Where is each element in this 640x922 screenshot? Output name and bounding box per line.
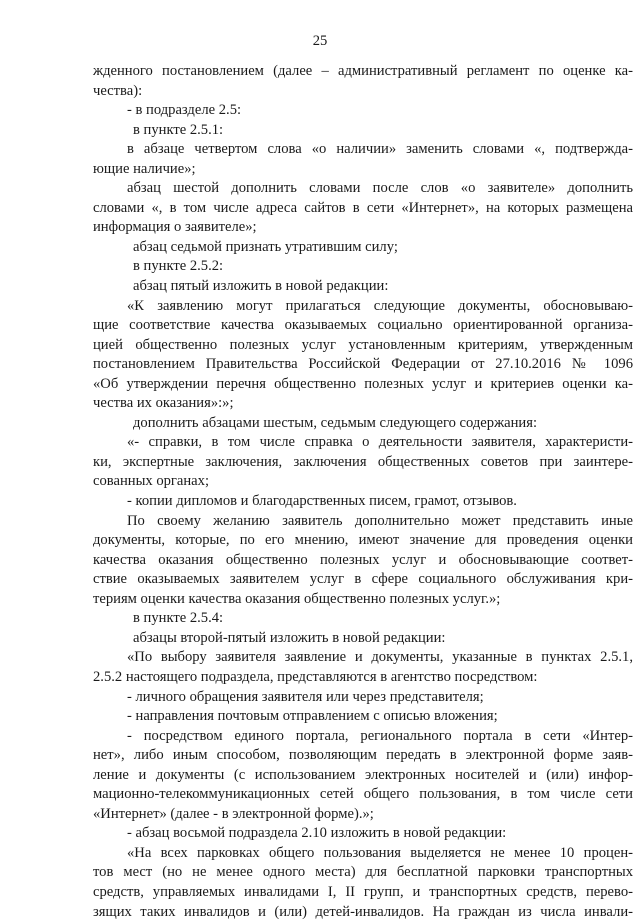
text-line: «К заявлению могут прилагаться следующие документы, обосновываю-: [127, 297, 633, 314]
text-line: - посредством единого портала, регионального портала в сети «Интер-: [127, 727, 633, 744]
text-line: 2.5.2 настоящего подраздела, представляются в агентство посредством:: [93, 668, 538, 685]
text-line: - абзац восьмой подраздела 2.10 изложить в новой редакции:: [127, 825, 507, 842]
text-line: - копии дипломов и благодарственных писем, грамот, отзывов.: [127, 493, 517, 510]
text-line: «По выбору заявителя заявление и документы, указанные в пунктах 2.5.1,: [127, 649, 633, 666]
text-line: - в подразделе 2.5:: [127, 102, 242, 119]
text-line: териям оценки качества оказания общественно полезных услуг.»;: [93, 590, 501, 607]
text-line: ление и документы (с использованием электронных носителей и (или) инфор-: [93, 766, 633, 783]
text-line: чества их оказания»:»;: [93, 395, 234, 412]
text-line: абзац седьмой признать утратившим силу;: [133, 238, 398, 255]
document-body: [93, 62, 633, 922]
text-line: средств, управляемых инвалидами I, II групп, и транспортных средств, перево-: [93, 883, 633, 900]
text-line: словами «, в том числе адреса сайтов в сети «Интернет», на которых размещена: [93, 199, 633, 216]
text-line: щие соответствие качества оказываемых социально ориентированной организа-: [93, 317, 633, 334]
text-line: нет», либо иным способом, позволяющим передать в электронной форме заяв-: [93, 747, 633, 764]
text-line: в пункте 2.5.2:: [133, 258, 224, 275]
text-line: тов мест (но не менее одного места) для бесплатной парковки транспортных: [93, 864, 633, 881]
text-line: «На всех парковках общего пользования выделяется не менее 10 процен-: [127, 844, 633, 861]
text-line: цией общественно полезных услуг установленным критериям, утвержденным: [93, 336, 633, 353]
text-line: жденного постановлением (далее – административный регламент по оценке ка-: [93, 63, 633, 79]
text-line: ющие наличие»;: [93, 160, 196, 177]
text-line: - направления почтовым отправлением с описью вложения;: [127, 708, 498, 725]
text-line: качества оказания общественно полезных услуг и обосновывающие соответ-: [93, 551, 633, 568]
text-line: «Интернет» (далее - в электронной форме).»;: [93, 805, 374, 822]
text-line: мационно-телекоммуникационных сетей общего пользования, в том числе сети: [93, 786, 633, 803]
text-line: в пункте 2.5.1:: [133, 121, 224, 138]
text-line: ствие оказываемых заявителем услуг в сфере социального обслуживания кри-: [93, 571, 633, 588]
text-line: абзац шестой дополнить словами после слов «о заявителе» дополнить: [127, 180, 633, 197]
text-line: абзац пятый изложить в новой редакции:: [133, 278, 389, 295]
text-line: постановлением Правительства Российской Федерации от 27.10.2016 № 1096: [93, 356, 633, 373]
text-line: дополнить абзацами шестым, седьмым следующего содержания:: [133, 414, 538, 431]
text-line: сованных органах;: [93, 473, 210, 490]
text-line: чества):: [93, 82, 143, 99]
text-line: в абзаце четвертом слова «о наличии» заменить словами «, подтвержда-: [127, 141, 633, 158]
text-line: абзацы второй-пятый изложить в новой редакции:: [133, 629, 446, 646]
text-line: ки, экспертные заключения, заключения общественных советов при заинтере-: [93, 453, 633, 470]
text-line: информация о заявителе»;: [93, 219, 257, 236]
text-line: документы, которые, по его мнению, имеют значение для проведения оценки: [93, 532, 633, 549]
page-number: 25: [312, 33, 328, 49]
text-line: в пункте 2.5.4:: [133, 610, 224, 627]
text-line: «- справки, в том числе справка о деятельности заявителя, характеристи-: [127, 434, 633, 451]
text-line: «Об утверждении перечня общественно полезных услуг и критериев оценки ка-: [93, 375, 633, 392]
text-line: зящих таких инвалидов и (или) детей-инвалидов. На граждан из числа инвали-: [93, 903, 633, 920]
text-line: - личного обращения заявителя или через представителя;: [127, 688, 484, 705]
text-line: По своему желанию заявитель дополнительно может представить иные: [127, 512, 633, 529]
